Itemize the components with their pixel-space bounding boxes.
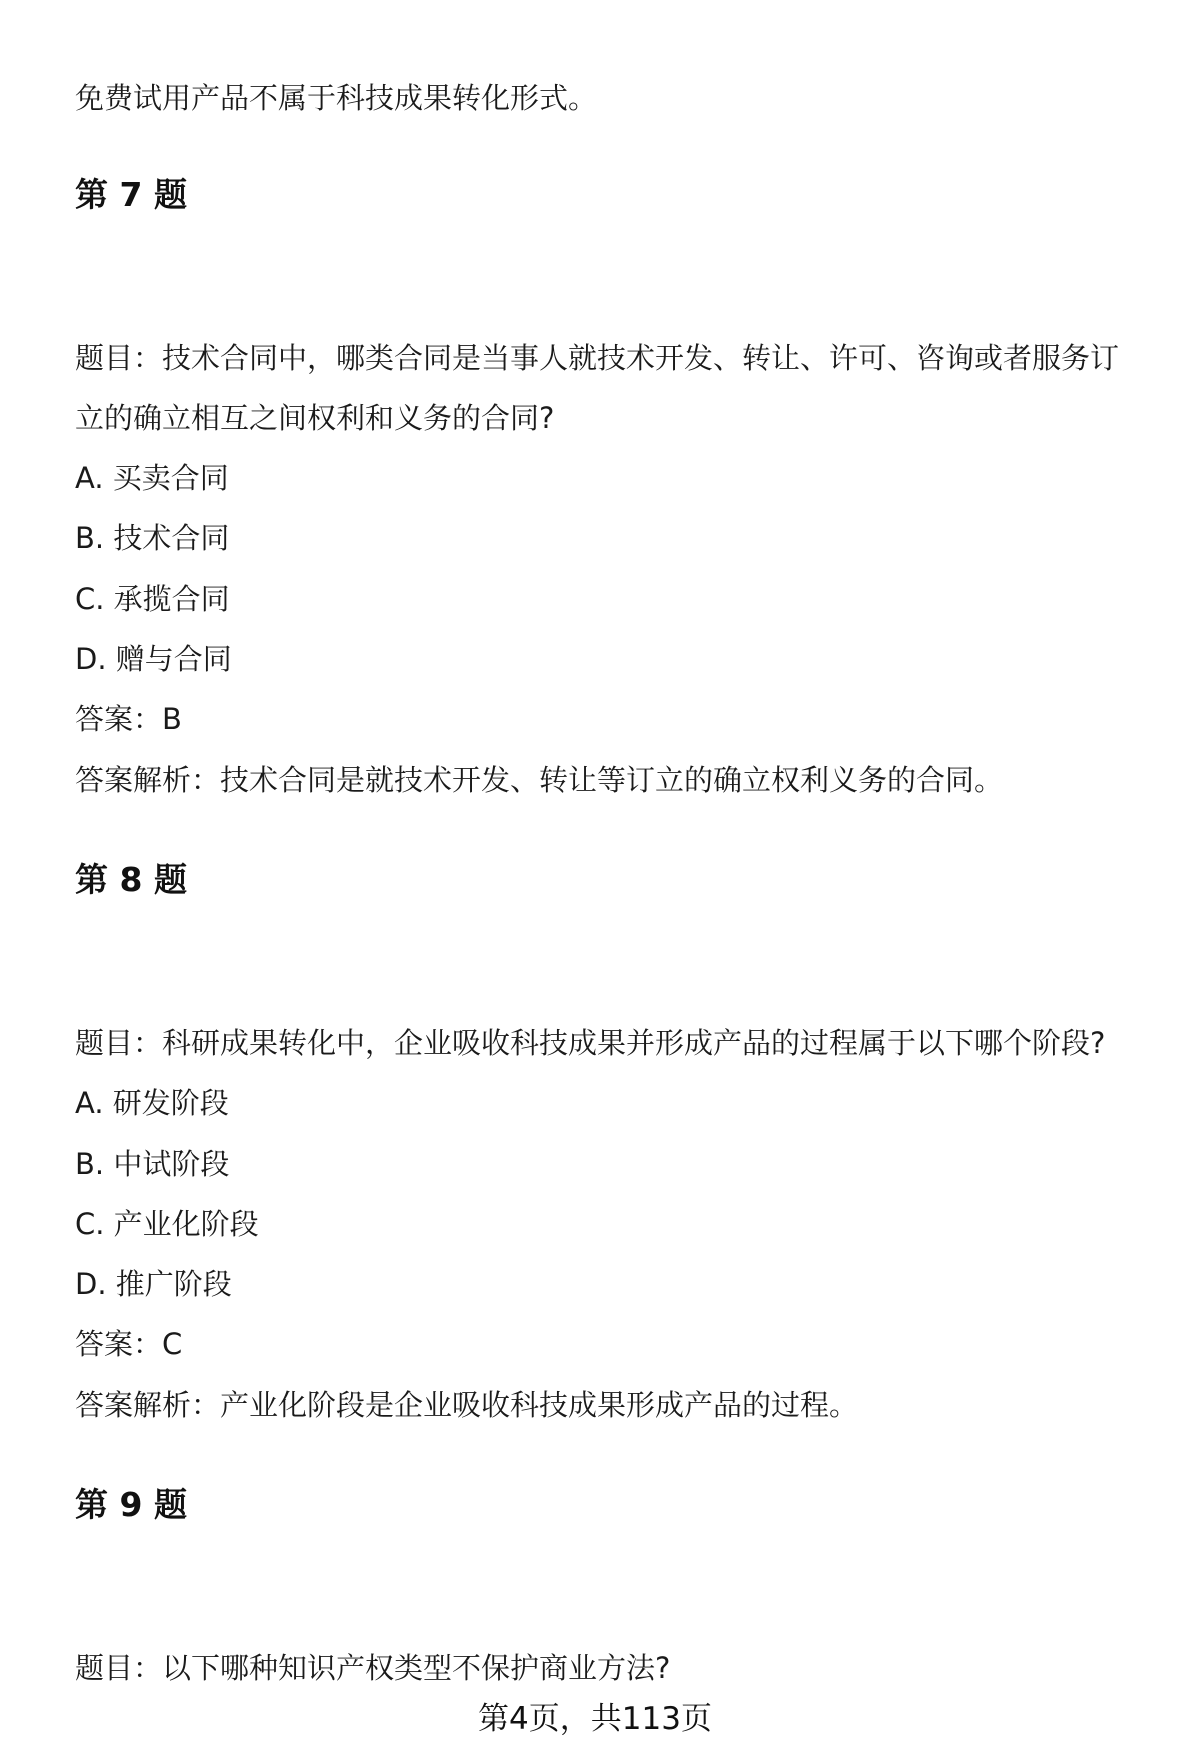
question-8-answer: 答案：C <box>75 1327 183 1361</box>
question-9-heading: 第 9 题 <box>75 1485 187 1524</box>
question-7-stem-line1: 题目：技术合同中，哪类合同是当事人就技术开发、转让、许可、咨询或者服务订 <box>75 341 1120 375</box>
question-8-analysis: 答案解析：产业化阶段是企业吸收科技成果形成产品的过程。 <box>75 1388 859 1422</box>
question-7-option-d: D. 赠与合同 <box>75 642 232 676</box>
intro-line: 免费试用产品不属于科技成果转化形式。 <box>75 81 598 115</box>
question-8-option-c: C. 产业化阶段 <box>75 1207 259 1241</box>
question-7-stem-line2: 立的确立相互之间权利和义务的合同? <box>75 401 555 435</box>
question-8-option-d: D. 推广阶段 <box>75 1267 232 1301</box>
question-7-heading: 第 7 题 <box>75 175 187 214</box>
question-8-option-a: A. 研发阶段 <box>75 1086 229 1120</box>
question-7-option-a: A. 买卖合同 <box>75 461 229 495</box>
question-7-answer: 答案：B <box>75 702 182 736</box>
question-7-option-b: B. 技术合同 <box>75 521 230 555</box>
question-8-heading: 第 8 题 <box>75 860 187 899</box>
question-8-stem-line1: 题目：科研成果转化中，企业吸收科技成果并形成产品的过程属于以下哪个阶段? <box>75 1026 1106 1060</box>
question-8-option-b: B. 中试阶段 <box>75 1147 230 1181</box>
question-7-option-c: C. 承揽合同 <box>75 582 230 616</box>
question-9-stem-line1: 题目：以下哪种知识产权类型不保护商业方法? <box>75 1651 671 1685</box>
page-footer: 第4页，共113页 <box>478 1701 712 1737</box>
question-7-analysis: 答案解析：技术合同是就技术开发、转让等订立的确立权利义务的合同。 <box>75 763 1004 797</box>
